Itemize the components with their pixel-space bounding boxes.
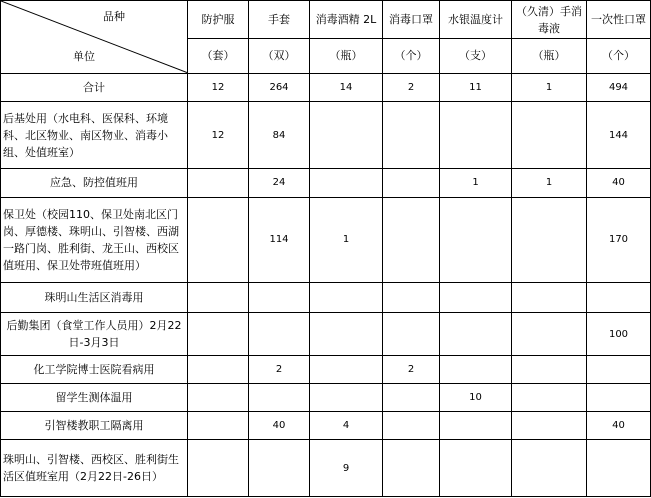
table-cell: [383, 197, 440, 283]
table-cell: [383, 283, 440, 313]
row-label: 珠明山、引智楼、西校区、胜利街生活区值班室用（2月22日-26日）: [1, 440, 188, 497]
table-cell: 144: [587, 101, 651, 169]
table-cell: 100: [587, 313, 651, 355]
table-cell: 1: [512, 169, 587, 197]
column-header: 一次性口罩: [587, 1, 651, 39]
row-label: 珠明山生活区消毒用: [1, 283, 188, 313]
table-cell: [310, 313, 383, 355]
table-cell: 1: [512, 73, 587, 101]
table-cell: 9: [310, 440, 383, 497]
table-cell: [440, 197, 512, 283]
table-cell: [512, 384, 587, 412]
column-unit: （个）: [383, 39, 440, 73]
table-cell: [587, 440, 651, 497]
table-cell: [440, 412, 512, 440]
table-cell: [440, 313, 512, 355]
table-cell: 494: [587, 73, 651, 101]
corner-label-item: 品种: [103, 10, 125, 23]
table-cell: [188, 169, 249, 197]
table-cell: [310, 169, 383, 197]
table-cell: [249, 313, 310, 355]
column-unit: （瓶）: [310, 39, 383, 73]
table-cell: [383, 384, 440, 412]
header-name-row: [1, 1, 651, 39]
column-header: 消毒口罩: [383, 1, 440, 39]
table-cell: [310, 101, 383, 169]
table-cell: [188, 384, 249, 412]
table-cell: 4: [310, 412, 383, 440]
table-cell: [587, 384, 651, 412]
column-header: 水银温度计: [440, 1, 512, 39]
table-cell: [383, 101, 440, 169]
table-cell: [440, 440, 512, 497]
table-row: [1, 440, 651, 497]
column-unit: （个）: [587, 39, 651, 73]
row-label: 后基处用（水电科、医保科、环境科、北区物业、南区物业、消毒小组、处值班室）: [1, 101, 188, 169]
total-row: [1, 73, 651, 101]
column-unit: （套）: [188, 39, 249, 73]
table-cell: [512, 283, 587, 313]
table-cell: [587, 283, 651, 313]
table-cell: 1: [310, 197, 383, 283]
table-cell: [512, 101, 587, 169]
table-row: [1, 384, 651, 412]
table-row: [1, 101, 651, 169]
table-cell: [512, 313, 587, 355]
table-cell: [188, 313, 249, 355]
table-cell: [249, 283, 310, 313]
table-cell: 12: [188, 101, 249, 169]
table-cell: 2: [383, 73, 440, 101]
column-unit: （支）: [440, 39, 512, 73]
column-unit: （双）: [249, 39, 310, 73]
table-cell: [383, 440, 440, 497]
table-cell: [310, 283, 383, 313]
table-cell: 264: [249, 73, 310, 101]
table-cell: 84: [249, 101, 310, 169]
table-cell: [188, 355, 249, 383]
corner-label-unit: 单位: [73, 49, 95, 63]
row-label: 留学生测体温用: [1, 384, 188, 412]
table-cell: [440, 355, 512, 383]
table-cell: 170: [587, 197, 651, 283]
table-row: [1, 355, 651, 383]
table-cell: [383, 169, 440, 197]
table-row: [1, 197, 651, 283]
table-cell: 40: [249, 412, 310, 440]
column-header: 手套: [249, 1, 310, 39]
table-cell: [188, 197, 249, 283]
table-cell: 14: [310, 73, 383, 101]
table-row: [1, 283, 651, 313]
table-cell: 114: [249, 197, 310, 283]
table-cell: 2: [249, 355, 310, 383]
table-cell: 40: [587, 169, 651, 197]
row-label: 后勤集团（食堂工作人员用）2月22日-3月3日: [1, 313, 188, 355]
row-label: 保卫处（校园110、保卫处南北区门岗、厚德楼、珠明山、引智楼、西湖一路门岗、胜利街、龙王山、西校区值班用、保卫处带班值班用）: [1, 197, 188, 283]
column-header: 防护服: [188, 1, 249, 39]
table-cell: 10: [440, 384, 512, 412]
table-cell: 40: [587, 412, 651, 440]
table-cell: [512, 440, 587, 497]
table-cell: 11: [440, 73, 512, 101]
table-cell: [512, 412, 587, 440]
table-cell: [383, 313, 440, 355]
table-cell: [587, 355, 651, 383]
table-cell: 1: [440, 169, 512, 197]
row-label: 引智楼教职工隔离用: [1, 412, 188, 440]
row-label: 应急、防控值班用: [1, 169, 188, 197]
table-cell: [188, 412, 249, 440]
row-label: 化工学院博士医院看病用: [1, 355, 188, 383]
table-row: [1, 169, 651, 197]
table-row: [1, 313, 651, 355]
table-cell: [310, 384, 383, 412]
column-header: 消毒酒精 2L: [310, 1, 383, 39]
table-cell: [249, 440, 310, 497]
column-unit: （瓶）: [512, 39, 587, 73]
table-cell: [383, 412, 440, 440]
table-cell: 24: [249, 169, 310, 197]
total-label: 合计: [1, 73, 188, 101]
table-cell: [512, 355, 587, 383]
table-row: [1, 412, 651, 440]
table-cell: [249, 384, 310, 412]
table-cell: [310, 355, 383, 383]
header-corner-cell: [1, 1, 188, 74]
table-cell: [440, 283, 512, 313]
table-cell: [512, 197, 587, 283]
table-cell: [188, 440, 249, 497]
table-cell: 2: [383, 355, 440, 383]
table-cell: [188, 283, 249, 313]
column-header: （久清）手消毒液: [512, 1, 587, 39]
table-cell: 12: [188, 73, 249, 101]
table-cell: [440, 101, 512, 169]
